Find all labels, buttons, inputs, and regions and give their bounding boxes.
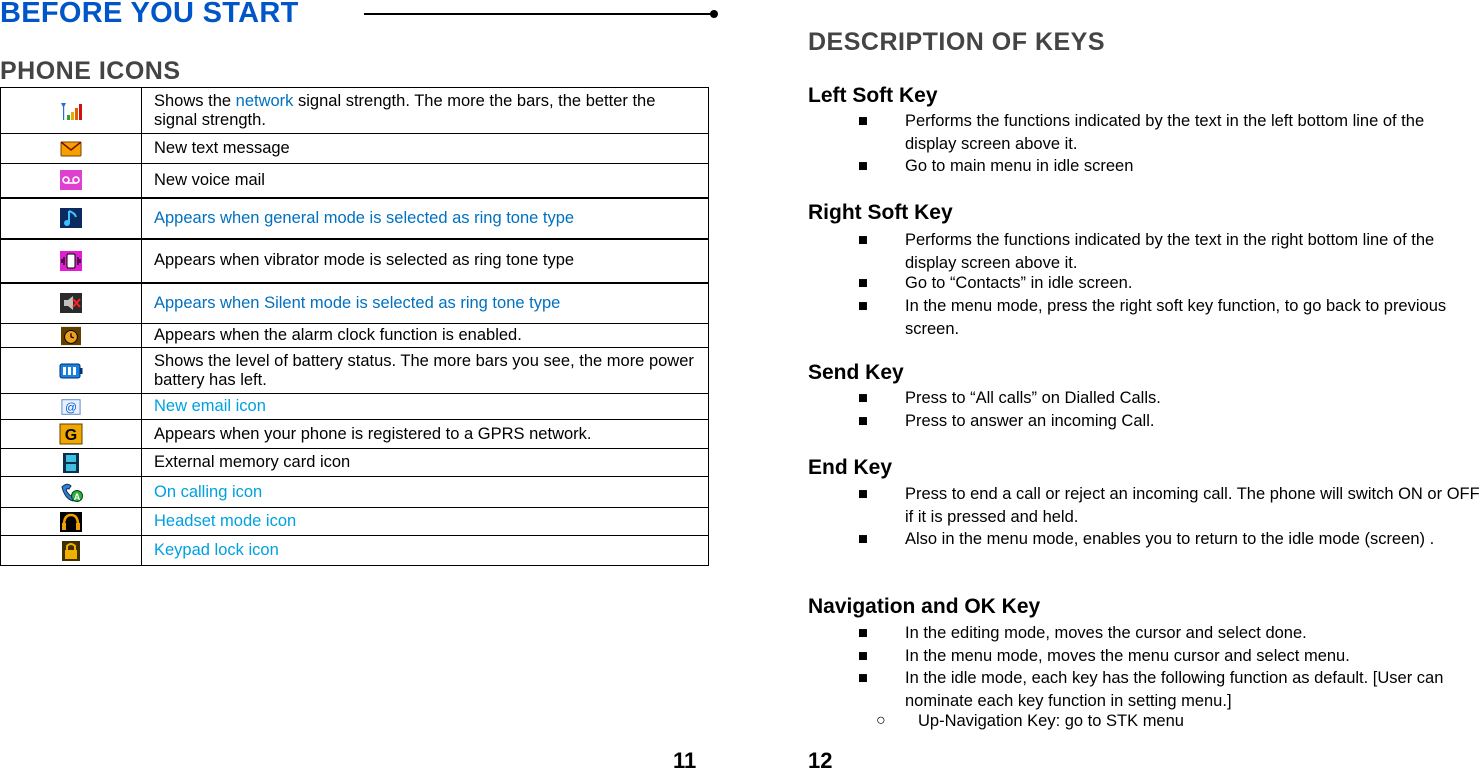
gprs-icon xyxy=(59,423,83,445)
row-text: Appears when general mode is selected as ring tone type xyxy=(142,198,709,239)
section-heading-phone-icons: PHONE ICONS xyxy=(0,57,181,85)
row-text: Shows the xyxy=(154,91,236,110)
bullet-text: Go to “Contacts” in idle screen. xyxy=(905,274,1133,292)
svg-text:G: G xyxy=(64,427,78,444)
table-row xyxy=(1,348,709,394)
row-text: Appears when Silent mode is selected as ring tone type xyxy=(142,283,709,324)
title-rule-end-dot xyxy=(710,10,718,18)
bullet-icon: ■ xyxy=(858,530,868,548)
section-heading-description-of-keys: DESCRIPTION OF KEYS xyxy=(808,28,1106,56)
title-rule xyxy=(364,13,712,15)
bullet-icon: ■ xyxy=(858,389,868,407)
table-row xyxy=(1,420,709,449)
bullet-icon: ■ xyxy=(858,624,868,642)
bullet-text: Performs the functions indicated by the text in the left bottom line of the display screen above it. xyxy=(905,112,1425,153)
ring-tone-icon xyxy=(59,207,83,229)
bullet-icon: ■ xyxy=(858,112,868,130)
battery-icon xyxy=(54,360,88,382)
row-text: Headset mode icon xyxy=(142,508,709,536)
bullet-text: Press to end a call or reject an incoming call. The phone will switch ON or OFF if it is pressed and held. xyxy=(905,485,1480,526)
table-row xyxy=(1,324,709,348)
bullet-text: In the menu mode, press the right soft key function, to go back to previous screen. xyxy=(905,297,1447,338)
bullet-text: Also in the menu mode, enables you to return to the idle mode (screen) . xyxy=(905,530,1435,548)
bullet-text: Press to “All calls” on Dialled Calls. xyxy=(905,389,1161,407)
row-text: Keypad lock icon xyxy=(142,536,709,566)
row-text: signal strength. The more the bars, the better the signal strength. xyxy=(154,91,656,129)
bullet-icon: ■ xyxy=(858,412,868,430)
row-text: Appears when your phone is registered to a GPRS network. xyxy=(142,420,709,449)
email-icon xyxy=(59,397,83,417)
row-text: Appears when vibrator mode is selected as ring tone type xyxy=(142,239,709,283)
keypad-lock-icon xyxy=(59,540,83,562)
table-row xyxy=(1,394,709,420)
network-link[interactable]: network xyxy=(235,91,294,110)
vibrate-icon xyxy=(59,250,83,272)
bullet-icon: ■ xyxy=(858,485,868,503)
key-heading-navigation-ok-key: Navigation and OK Key xyxy=(808,595,1041,618)
key-heading-right-soft-key: Right Soft Key xyxy=(808,201,953,224)
svg-text:A: A xyxy=(73,492,81,502)
row-text: Shows the level of battery status. The more bars you see, the more power battery has left. xyxy=(142,348,709,394)
table-row xyxy=(1,536,709,566)
memory-card-icon xyxy=(59,452,83,474)
bullet-text: Go to main menu in idle screen xyxy=(905,157,1134,175)
bullet-text: In the editing mode, moves the cursor and select done. xyxy=(905,624,1307,642)
row-text: External memory card icon xyxy=(142,449,709,477)
key-heading-send-key: Send Key xyxy=(808,361,904,384)
row-text: New text message xyxy=(142,134,709,164)
bullet-text: In the menu mode, moves the menu cursor and select menu. xyxy=(905,647,1350,665)
calling-icon xyxy=(56,481,86,503)
alarm-icon xyxy=(59,326,83,346)
bullet-text: Performs the functions indicated by the text in the right bottom line of the display screen above it. xyxy=(905,231,1435,272)
svg-text:@: @ xyxy=(65,400,77,415)
table-row xyxy=(1,134,709,164)
bullet-icon: ■ xyxy=(858,157,868,175)
bullet-text: In the idle mode, each key has the following function as default. [User can nominate each key function in setting menu.] xyxy=(905,669,1444,710)
table-row xyxy=(1,508,709,536)
table-row xyxy=(1,477,709,508)
table-row xyxy=(1,239,709,283)
headset-icon xyxy=(59,511,83,533)
bullet-icon: ■ xyxy=(858,669,868,687)
table-row xyxy=(1,198,709,239)
table-row xyxy=(1,164,709,198)
voicemail-icon xyxy=(59,169,83,191)
page-number: 12 xyxy=(808,748,833,773)
silent-icon xyxy=(59,292,83,314)
page-number: 11 xyxy=(673,748,697,773)
bullet-text: Press to answer an incoming Call. xyxy=(905,412,1155,430)
row-text: New email icon xyxy=(142,394,709,420)
bullet-icon: ■ xyxy=(858,274,868,292)
message-icon xyxy=(59,138,83,160)
bullet-icon: ■ xyxy=(858,647,868,665)
phone-icons-table xyxy=(0,87,709,566)
row-text: New voice mail xyxy=(142,164,709,198)
key-heading-end-key: End Key xyxy=(808,456,893,479)
bullet-icon: ■ xyxy=(858,231,868,249)
bullet-icon: ■ xyxy=(858,297,868,315)
page-title: BEFORE YOU START xyxy=(0,0,299,29)
key-heading-left-soft-key: Left Soft Key xyxy=(808,84,938,107)
sub-bullet-text: Up-Navigation Key: go to STK menu xyxy=(918,712,1184,730)
table-row xyxy=(1,283,709,324)
signal-strength-icon xyxy=(59,100,83,122)
row-text: Appears when the alarm clock function is enabled. xyxy=(142,324,709,348)
table-row xyxy=(1,88,709,134)
table-row xyxy=(1,449,709,477)
sub-bullet-icon: ○ xyxy=(876,712,886,729)
row-text: On calling icon xyxy=(142,477,709,508)
